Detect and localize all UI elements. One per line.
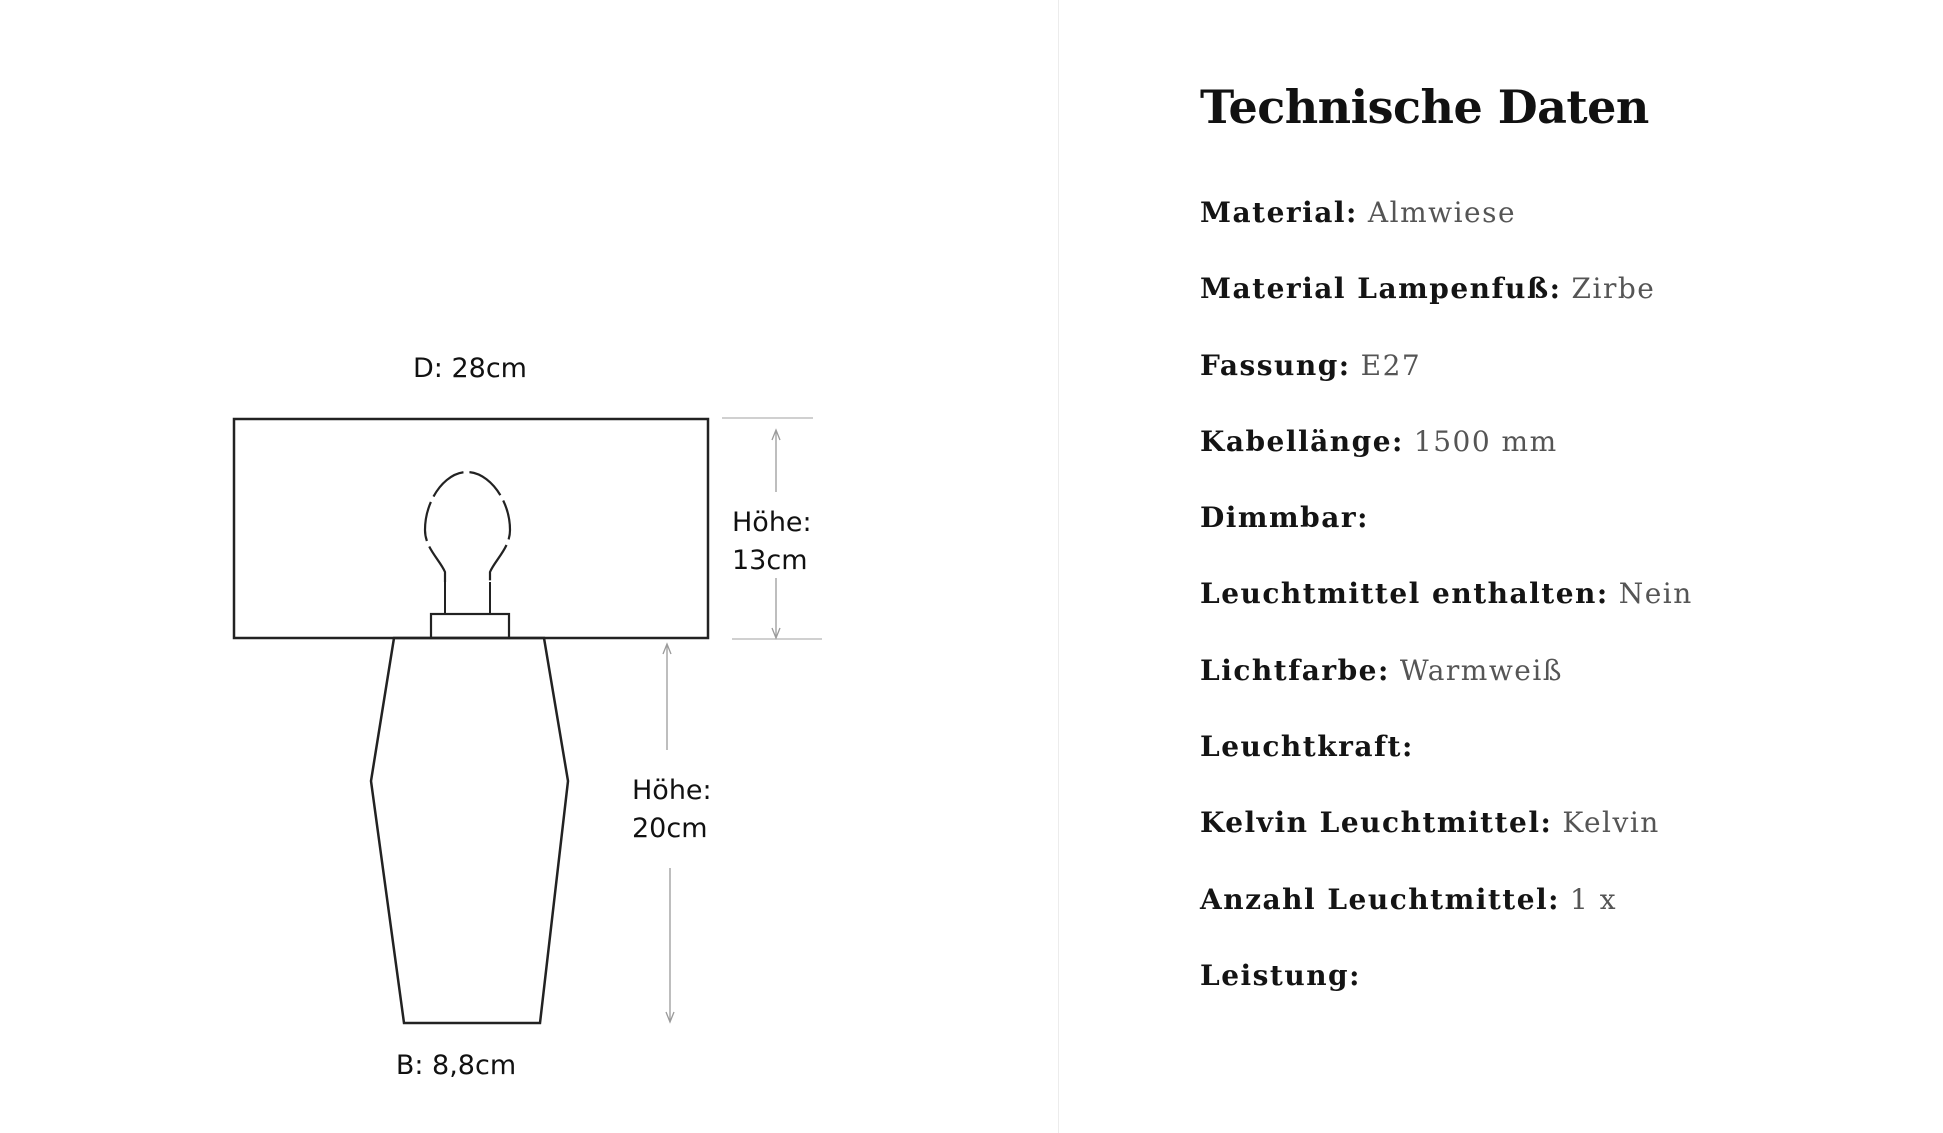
base-height-label-line2: 20cm — [632, 813, 708, 844]
spec-row — [1200, 569, 1693, 645]
spec-row — [1200, 798, 1693, 874]
spec-value: Nein — [1618, 577, 1693, 611]
spec-value: 1500 mm — [1413, 424, 1558, 458]
spec-value: Kelvin — [1562, 806, 1660, 840]
spec-label: Leuchtkraft: — [1200, 730, 1414, 764]
base-width-label: B: 8,8cm — [395, 1050, 517, 1081]
spec-row — [1200, 493, 1693, 569]
spec-row — [1200, 188, 1693, 264]
spec-value: 1 x — [1569, 882, 1617, 916]
spec-row — [1200, 875, 1693, 951]
spec-row — [1200, 951, 1693, 1027]
spec-row — [1200, 264, 1693, 340]
spec-row — [1200, 722, 1693, 798]
shade-height-label-line2: 13cm — [732, 545, 808, 576]
bulb-icon — [425, 472, 510, 582]
spec-list — [1200, 188, 1693, 1027]
shade-height-label-line1: Höhe: — [732, 507, 812, 538]
spec-value: Almwiese — [1367, 196, 1517, 229]
spec-label: Dimmbar: — [1200, 501, 1369, 535]
lamp-base-outline — [371, 638, 568, 1023]
spec-label: Kabellänge: — [1200, 424, 1404, 458]
base-height-label-line1: Höhe: — [632, 775, 712, 806]
bulb-socket — [431, 614, 509, 638]
spec-label: Fassung: — [1200, 348, 1351, 382]
spec-label: Material Lampenfuß: — [1200, 272, 1562, 306]
lamp-shade-outline — [234, 419, 708, 638]
spec-row — [1200, 646, 1693, 722]
spec-value: Warmweiß — [1399, 653, 1564, 687]
spec-value: E27 — [1360, 348, 1422, 382]
spec-label: Leuchtmittel enthalten: — [1200, 577, 1609, 611]
spec-label: Kelvin Leuchtmittel: — [1200, 806, 1553, 840]
spec-label: Lichtfarbe: — [1200, 653, 1390, 687]
spec-row — [1200, 417, 1693, 493]
spec-row — [1200, 341, 1693, 417]
diameter-label: D: 28cm — [413, 353, 527, 384]
technical-data-title: Technische Daten — [1200, 80, 1649, 134]
spec-value: Zirbe — [1571, 272, 1656, 306]
spec-label: Anzahl Leuchtmittel: — [1200, 882, 1560, 916]
technical-data-panel — [1200, 0, 1900, 1133]
spec-label: Material: — [1200, 196, 1358, 229]
spec-label: Leistung: — [1200, 958, 1361, 992]
panel-divider — [1058, 0, 1059, 1133]
